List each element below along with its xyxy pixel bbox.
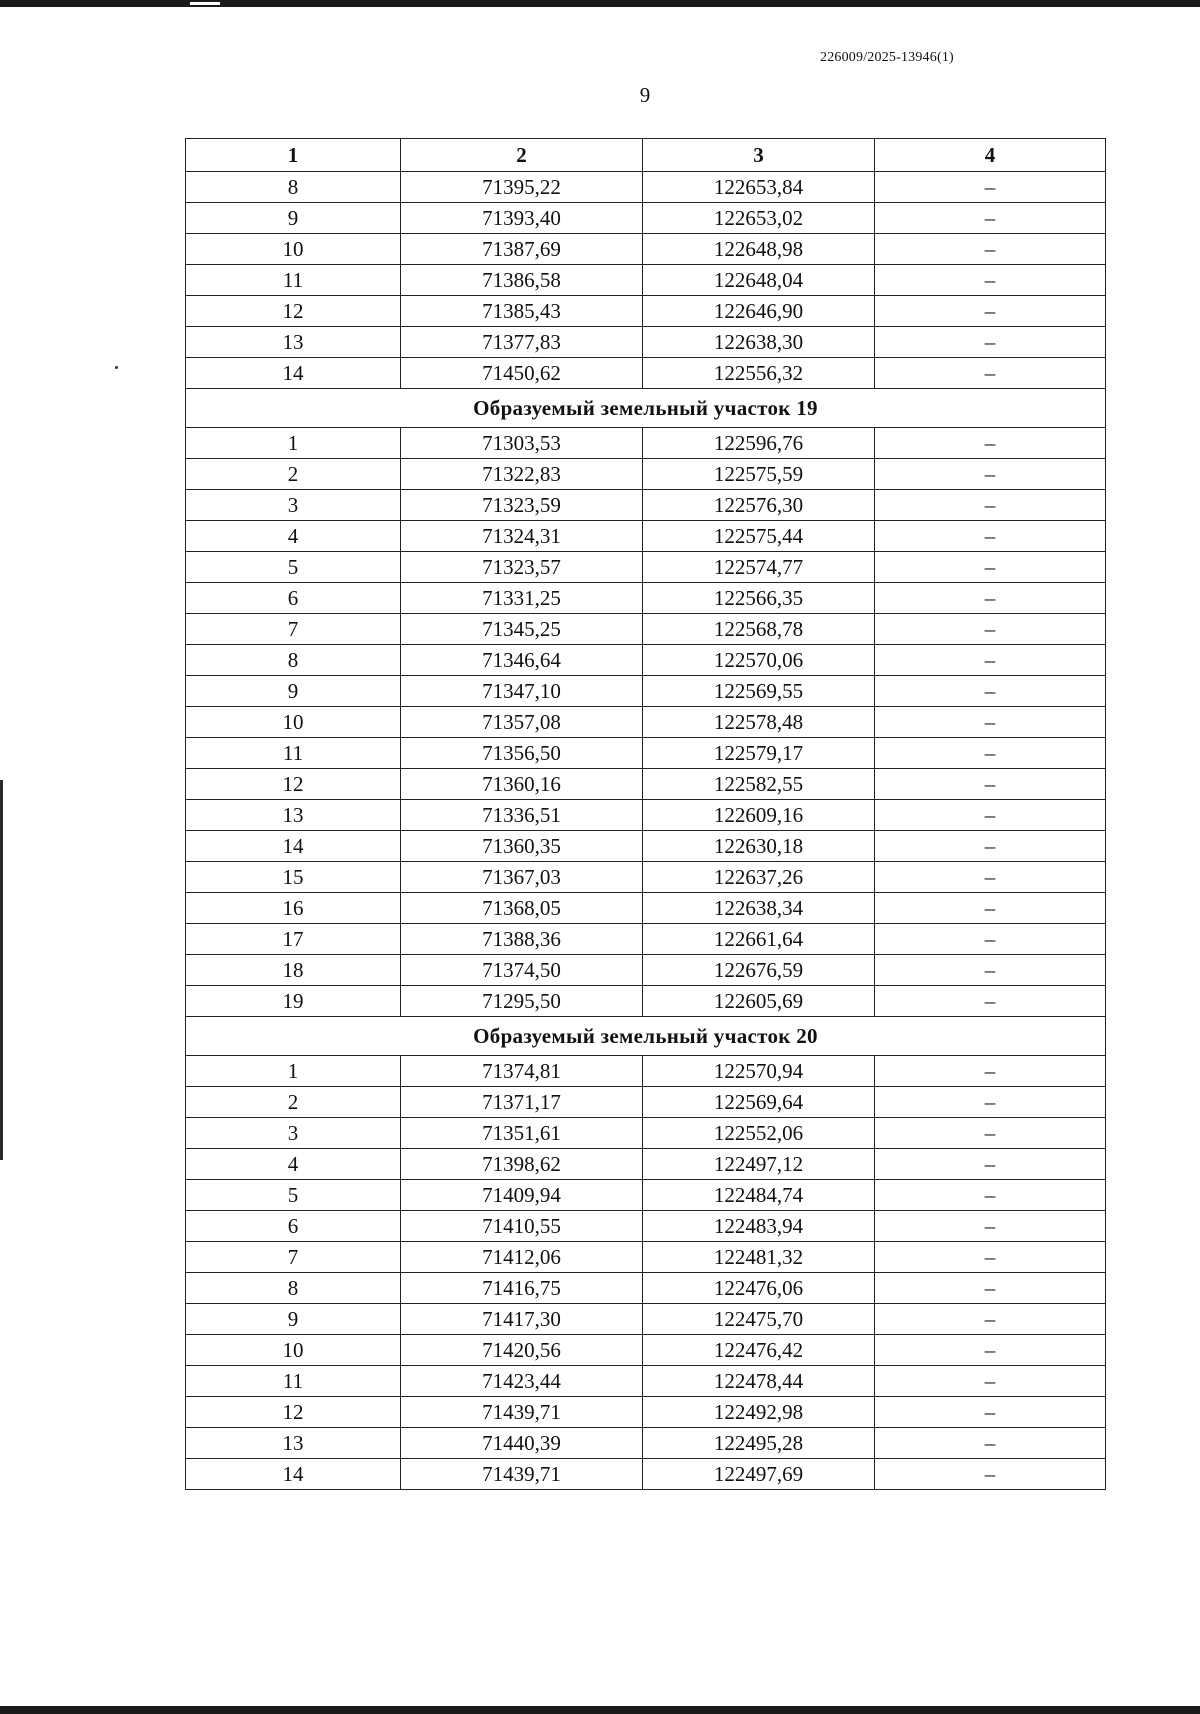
table-row <box>186 1397 1106 1428</box>
y-coordinate-cell: 122476,06 <box>643 1273 875 1304</box>
column-header: 4 <box>875 139 1106 172</box>
table-row <box>186 614 1106 645</box>
note-cell: – <box>875 1273 1106 1304</box>
table-row <box>186 800 1106 831</box>
point-number-cell: 13 <box>186 800 401 831</box>
x-coordinate-cell: 71398,62 <box>401 1149 643 1180</box>
y-coordinate-cell: 122638,30 <box>643 327 875 358</box>
table-row <box>186 645 1106 676</box>
point-number-cell: 11 <box>186 265 401 296</box>
note-cell: – <box>875 1056 1106 1087</box>
x-coordinate-cell: 71410,55 <box>401 1211 643 1242</box>
y-coordinate-cell: 122576,30 <box>643 490 875 521</box>
point-number-cell: 1 <box>186 428 401 459</box>
point-number-cell: 6 <box>186 583 401 614</box>
x-coordinate-cell: 71374,81 <box>401 1056 643 1087</box>
point-number-cell: 1 <box>186 1056 401 1087</box>
x-coordinate-cell: 71323,59 <box>401 490 643 521</box>
point-number-cell: 4 <box>186 1149 401 1180</box>
x-coordinate-cell: 71450,62 <box>401 358 643 389</box>
table-row <box>186 1056 1106 1087</box>
x-coordinate-cell: 71439,71 <box>401 1459 643 1490</box>
table-row <box>186 1118 1106 1149</box>
note-cell: – <box>875 490 1106 521</box>
x-coordinate-cell: 71324,31 <box>401 521 643 552</box>
table-row <box>186 986 1106 1017</box>
scan-left-edge <box>0 780 3 1160</box>
x-coordinate-cell: 71423,44 <box>401 1366 643 1397</box>
x-coordinate-cell: 71351,61 <box>401 1118 643 1149</box>
table-row <box>186 707 1106 738</box>
table-row <box>186 676 1106 707</box>
point-number-cell: 3 <box>186 1118 401 1149</box>
y-coordinate-cell: 122568,78 <box>643 614 875 645</box>
point-number-cell: 12 <box>186 296 401 327</box>
note-cell: – <box>875 1149 1106 1180</box>
note-cell: – <box>875 955 1106 986</box>
table-row <box>186 552 1106 583</box>
x-coordinate-cell: 71303,53 <box>401 428 643 459</box>
y-coordinate-cell: 122575,44 <box>643 521 875 552</box>
table-row <box>186 769 1106 800</box>
point-number-cell: 11 <box>186 1366 401 1397</box>
note-cell: – <box>875 265 1106 296</box>
x-coordinate-cell: 71322,83 <box>401 459 643 490</box>
note-cell: – <box>875 1118 1106 1149</box>
point-number-cell: 12 <box>186 769 401 800</box>
point-number-cell: 12 <box>186 1397 401 1428</box>
x-coordinate-cell: 71374,50 <box>401 955 643 986</box>
note-cell: – <box>875 459 1106 490</box>
x-coordinate-cell: 71416,75 <box>401 1273 643 1304</box>
section-row <box>186 1017 1106 1056</box>
table-row <box>186 862 1106 893</box>
table-row <box>186 203 1106 234</box>
point-number-cell: 18 <box>186 955 401 986</box>
page-number: 9 <box>639 83 651 107</box>
x-coordinate-cell: 71412,06 <box>401 1242 643 1273</box>
note-cell: – <box>875 1428 1106 1459</box>
point-number-cell: 17 <box>186 924 401 955</box>
table-body <box>186 172 1106 1490</box>
y-coordinate-cell: 122569,55 <box>643 676 875 707</box>
table-header-row <box>186 139 1106 172</box>
x-coordinate-cell: 71395,22 <box>401 172 643 203</box>
table-row <box>186 1242 1106 1273</box>
y-coordinate-cell: 122483,94 <box>643 1211 875 1242</box>
table-row <box>186 265 1106 296</box>
scan-top-border-gap <box>190 2 220 5</box>
x-coordinate-cell: 71420,56 <box>401 1335 643 1366</box>
y-coordinate-cell: 122653,84 <box>643 172 875 203</box>
y-coordinate-cell: 122475,70 <box>643 1304 875 1335</box>
y-coordinate-cell: 122481,32 <box>643 1242 875 1273</box>
x-coordinate-cell: 71367,03 <box>401 862 643 893</box>
table-row <box>186 1149 1106 1180</box>
note-cell: – <box>875 800 1106 831</box>
table-row <box>186 490 1106 521</box>
table-row <box>186 1366 1106 1397</box>
table-row <box>186 1304 1106 1335</box>
table-row <box>186 358 1106 389</box>
note-cell: – <box>875 1335 1106 1366</box>
document-number: 226009/2025-13946(1) <box>820 50 954 65</box>
table-row <box>186 234 1106 265</box>
y-coordinate-cell: 122582,55 <box>643 769 875 800</box>
y-coordinate-cell: 122476,42 <box>643 1335 875 1366</box>
table-row <box>186 1273 1106 1304</box>
note-cell: – <box>875 428 1106 459</box>
note-cell: – <box>875 172 1106 203</box>
y-coordinate-cell: 122484,74 <box>643 1180 875 1211</box>
point-number-cell: 10 <box>186 234 401 265</box>
table-row <box>186 924 1106 955</box>
x-coordinate-cell: 71323,57 <box>401 552 643 583</box>
x-coordinate-cell: 71331,25 <box>401 583 643 614</box>
y-coordinate-cell: 122570,06 <box>643 645 875 676</box>
x-coordinate-cell: 71393,40 <box>401 203 643 234</box>
y-coordinate-cell: 122566,35 <box>643 583 875 614</box>
note-cell: – <box>875 358 1106 389</box>
y-coordinate-cell: 122569,64 <box>643 1087 875 1118</box>
x-coordinate-cell: 71388,36 <box>401 924 643 955</box>
point-number-cell: 14 <box>186 358 401 389</box>
table-row <box>186 459 1106 490</box>
table-row <box>186 521 1106 552</box>
note-cell: – <box>875 1180 1106 1211</box>
note-cell: – <box>875 234 1106 265</box>
x-coordinate-cell: 71385,43 <box>401 296 643 327</box>
point-number-cell: 2 <box>186 459 401 490</box>
x-coordinate-cell: 71356,50 <box>401 738 643 769</box>
point-number-cell: 14 <box>186 831 401 862</box>
note-cell: – <box>875 645 1106 676</box>
point-number-cell: 14 <box>186 1459 401 1490</box>
y-coordinate-cell: 122648,98 <box>643 234 875 265</box>
point-number-cell: 19 <box>186 986 401 1017</box>
note-cell: – <box>875 552 1106 583</box>
x-coordinate-cell: 71347,10 <box>401 676 643 707</box>
point-number-cell: 7 <box>186 614 401 645</box>
x-coordinate-cell: 71417,30 <box>401 1304 643 1335</box>
section-title: Образуемый земельный участок 20 <box>186 1017 1106 1056</box>
point-number-cell: 9 <box>186 1304 401 1335</box>
x-coordinate-cell: 71346,64 <box>401 645 643 676</box>
table-row <box>186 1335 1106 1366</box>
note-cell: – <box>875 296 1106 327</box>
column-header: 3 <box>643 139 875 172</box>
y-coordinate-cell: 122578,48 <box>643 707 875 738</box>
note-cell: – <box>875 1459 1106 1490</box>
x-coordinate-cell: 71440,39 <box>401 1428 643 1459</box>
point-number-cell: 10 <box>186 1335 401 1366</box>
note-cell: – <box>875 986 1106 1017</box>
column-header: 2 <box>401 139 643 172</box>
x-coordinate-cell: 71371,17 <box>401 1087 643 1118</box>
x-coordinate-cell: 71360,16 <box>401 769 643 800</box>
note-cell: – <box>875 1211 1106 1242</box>
column-header: 1 <box>186 139 401 172</box>
table-row <box>186 172 1106 203</box>
note-cell: – <box>875 862 1106 893</box>
table-row <box>186 1211 1106 1242</box>
y-coordinate-cell: 122579,17 <box>643 738 875 769</box>
point-number-cell: 13 <box>186 327 401 358</box>
note-cell: – <box>875 1304 1106 1335</box>
scan-top-border <box>0 0 1200 7</box>
table-row <box>186 1459 1106 1490</box>
y-coordinate-cell: 122497,69 <box>643 1459 875 1490</box>
note-cell: – <box>875 1366 1106 1397</box>
table-row <box>186 327 1106 358</box>
note-cell: – <box>875 203 1106 234</box>
point-number-cell: 7 <box>186 1242 401 1273</box>
table-row <box>186 893 1106 924</box>
table-row <box>186 428 1106 459</box>
table-row <box>186 583 1106 614</box>
x-coordinate-cell: 71439,71 <box>401 1397 643 1428</box>
point-number-cell: 9 <box>186 676 401 707</box>
y-coordinate-cell: 122638,34 <box>643 893 875 924</box>
y-coordinate-cell: 122596,76 <box>643 428 875 459</box>
table-row <box>186 296 1106 327</box>
x-coordinate-cell: 71368,05 <box>401 893 643 924</box>
y-coordinate-cell: 122556,32 <box>643 358 875 389</box>
y-coordinate-cell: 122648,04 <box>643 265 875 296</box>
point-number-cell: 11 <box>186 738 401 769</box>
note-cell: – <box>875 707 1106 738</box>
x-coordinate-cell: 71357,08 <box>401 707 643 738</box>
table-row <box>186 738 1106 769</box>
y-coordinate-cell: 122574,77 <box>643 552 875 583</box>
point-number-cell: 8 <box>186 1273 401 1304</box>
point-number-cell: 5 <box>186 552 401 583</box>
y-coordinate-cell: 122552,06 <box>643 1118 875 1149</box>
x-coordinate-cell: 71387,69 <box>401 234 643 265</box>
y-coordinate-cell: 122605,69 <box>643 986 875 1017</box>
y-coordinate-cell: 122492,98 <box>643 1397 875 1428</box>
note-cell: – <box>875 769 1106 800</box>
x-coordinate-cell: 71409,94 <box>401 1180 643 1211</box>
y-coordinate-cell: 122570,94 <box>643 1056 875 1087</box>
y-coordinate-cell: 122637,26 <box>643 862 875 893</box>
point-number-cell: 13 <box>186 1428 401 1459</box>
note-cell: – <box>875 327 1106 358</box>
note-cell: – <box>875 521 1106 552</box>
point-number-cell: 6 <box>186 1211 401 1242</box>
point-number-cell: 4 <box>186 521 401 552</box>
y-coordinate-cell: 122478,44 <box>643 1366 875 1397</box>
y-coordinate-cell: 122646,90 <box>643 296 875 327</box>
table-row <box>186 1428 1106 1459</box>
note-cell: – <box>875 1242 1106 1273</box>
note-cell: – <box>875 676 1106 707</box>
x-coordinate-cell: 71377,83 <box>401 327 643 358</box>
point-number-cell: 8 <box>186 172 401 203</box>
y-coordinate-cell: 122653,02 <box>643 203 875 234</box>
x-coordinate-cell: 71336,51 <box>401 800 643 831</box>
note-cell: – <box>875 893 1106 924</box>
y-coordinate-cell: 122661,64 <box>643 924 875 955</box>
note-cell: – <box>875 924 1106 955</box>
coordinates-table <box>185 138 1106 1490</box>
note-cell: – <box>875 614 1106 645</box>
note-cell: – <box>875 738 1106 769</box>
scan-bottom-border <box>0 1706 1200 1714</box>
x-coordinate-cell: 71345,25 <box>401 614 643 645</box>
section-row <box>186 389 1106 428</box>
y-coordinate-cell: 122497,12 <box>643 1149 875 1180</box>
y-coordinate-cell: 122609,16 <box>643 800 875 831</box>
note-cell: – <box>875 1087 1106 1118</box>
point-number-cell: 10 <box>186 707 401 738</box>
point-number-cell: 15 <box>186 862 401 893</box>
y-coordinate-cell: 122630,18 <box>643 831 875 862</box>
point-number-cell: 5 <box>186 1180 401 1211</box>
note-cell: – <box>875 583 1106 614</box>
table-row <box>186 1087 1106 1118</box>
x-coordinate-cell: 71295,50 <box>401 986 643 1017</box>
note-cell: – <box>875 1397 1106 1428</box>
point-number-cell: 3 <box>186 490 401 521</box>
section-title: Образуемый земельный участок 19 <box>186 389 1106 428</box>
point-number-cell: 2 <box>186 1087 401 1118</box>
y-coordinate-cell: 122575,59 <box>643 459 875 490</box>
note-cell: – <box>875 831 1106 862</box>
table-row <box>186 1180 1106 1211</box>
table-row <box>186 831 1106 862</box>
point-number-cell: 8 <box>186 645 401 676</box>
scan-speck <box>115 366 118 369</box>
table-row <box>186 955 1106 986</box>
point-number-cell: 16 <box>186 893 401 924</box>
y-coordinate-cell: 122676,59 <box>643 955 875 986</box>
x-coordinate-cell: 71386,58 <box>401 265 643 296</box>
point-number-cell: 9 <box>186 203 401 234</box>
x-coordinate-cell: 71360,35 <box>401 831 643 862</box>
y-coordinate-cell: 122495,28 <box>643 1428 875 1459</box>
